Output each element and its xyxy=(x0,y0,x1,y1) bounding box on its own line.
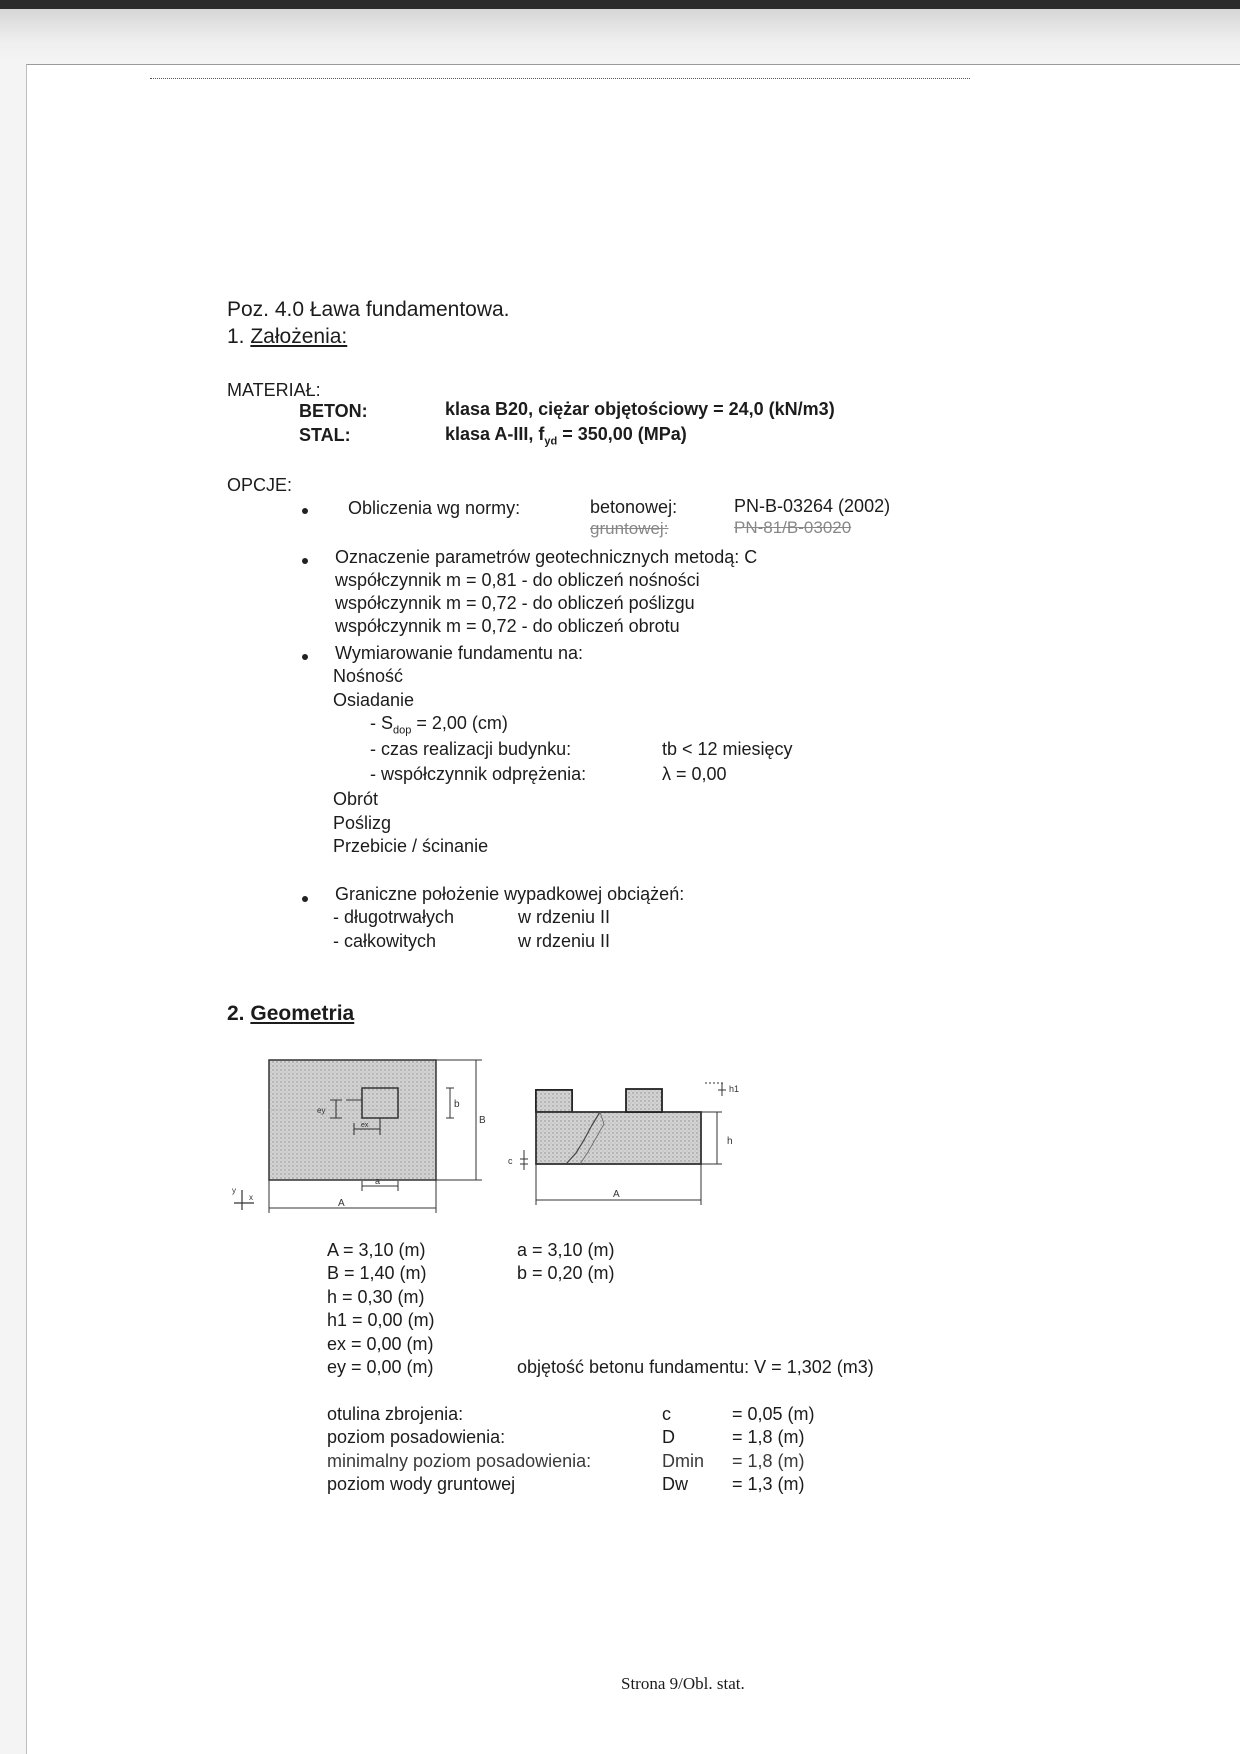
norm-beton-value: PN-B-03264 (2002) xyxy=(734,496,891,516)
document-title: Poz. 4.0 Ława fundamentowa. xyxy=(227,298,510,321)
material-heading: MATERIAŁ: xyxy=(227,380,321,400)
dim-h1: h1 = 0,00 (m) xyxy=(327,1310,435,1330)
scan-shadow xyxy=(0,0,1240,60)
param-value-D: = 1,8 (m) xyxy=(732,1427,805,1447)
dim-A: A = 3,10 (m) xyxy=(327,1240,426,1260)
odprezenie-value: λ = 0,00 xyxy=(662,764,727,784)
x-axis-label: x xyxy=(249,1193,253,1202)
obrot: Obrót xyxy=(333,789,379,809)
dim-B: B = 1,40 (m) xyxy=(327,1263,427,1283)
poslizg: Poślizg xyxy=(333,813,392,833)
osiadanie: Osiadanie xyxy=(333,690,415,710)
dim-b: b = 0,20 (m) xyxy=(517,1263,615,1283)
nosnosc: Nośność xyxy=(333,666,404,686)
stal-value-pre: klasa A-III, f xyxy=(445,424,545,444)
norm-grunt-label: gruntowej: xyxy=(590,519,669,538)
stal-label: STAL: xyxy=(299,425,351,445)
wymiarowanie-title: Wymiarowanie fundamentu na: xyxy=(335,643,583,663)
scan-dotted-line xyxy=(150,78,970,81)
section-2-heading xyxy=(227,1002,354,1026)
param-value-Dw: = 1,3 (m) xyxy=(732,1474,805,1494)
a-diagram-label: a xyxy=(375,1176,381,1186)
b-diagram-label: b xyxy=(454,1099,460,1110)
calkowite-label: - całkowitych xyxy=(333,931,437,951)
param-label-otulina: otulina zbrojenia: xyxy=(327,1404,464,1424)
param-label-woda: poziom wody gruntowej xyxy=(327,1474,516,1494)
page-footer: Strona 9/Obl. stat. xyxy=(621,1674,745,1693)
param-value-Dmin: = 1,8 (m) xyxy=(732,1451,805,1471)
param-label-posadowienie: poziom posadowienia: xyxy=(327,1427,506,1447)
param-symbol-c: c xyxy=(662,1404,671,1424)
stal-value xyxy=(445,424,687,448)
h-diagram-label: h xyxy=(727,1136,733,1147)
m-nosnosc: współczynnik m = 0,81 - do obliczeń nośności xyxy=(335,570,700,590)
paper-sheet xyxy=(26,64,1240,1754)
bullet-dot xyxy=(302,558,308,564)
czas-value: tb < 12 miesięcy xyxy=(662,739,793,759)
norm-beton-label: betonowej: xyxy=(590,497,678,517)
geotech-title: Oznaczenie parametrów geotechnicznych metodą: C xyxy=(335,547,758,567)
column-section-rect xyxy=(626,1089,662,1112)
dim-a: a = 3,10 (m) xyxy=(517,1240,615,1260)
sdop-pre: - S xyxy=(370,713,394,733)
sdop xyxy=(370,713,508,737)
scan-edge xyxy=(0,0,1240,9)
m-poslizg: współczynnik m = 0,72 - do obliczeń poślizgu xyxy=(335,593,695,613)
dim-h: h = 0,30 (m) xyxy=(327,1287,425,1307)
plan-view xyxy=(232,1060,486,1213)
B-diagram-label: B xyxy=(479,1115,486,1126)
section-1-number: 1. xyxy=(227,325,245,348)
dim-ey: ey = 0,00 (m) xyxy=(327,1357,434,1377)
param-label-min-posadowienie: minimalny poziom posadowienia: xyxy=(327,1451,592,1471)
opcje-heading: OPCJE: xyxy=(227,475,293,495)
stal-value-post: = 350,00 (MPa) xyxy=(557,424,687,444)
bullet-dot xyxy=(302,654,308,660)
y-axis-label: y xyxy=(232,1186,236,1195)
odprezenie-label: - współczynnik odprężenia: xyxy=(370,764,587,784)
dlugotrwale-value: w rdzeniu II xyxy=(518,907,611,927)
czas-label: - czas realizacji budynku: xyxy=(370,739,572,759)
sdop-sub: dop xyxy=(393,724,412,737)
section-1-title: Założenia: xyxy=(250,325,348,348)
stal-value-sub: yd xyxy=(544,435,558,448)
param-symbol-Dmin: Dmin xyxy=(662,1451,705,1471)
section-column-diagram xyxy=(500,1080,760,1215)
dlugotrwale-label: - długotrwałych xyxy=(333,907,455,927)
norm-grunt-value: PN-81/B-03020 xyxy=(734,518,852,537)
section-2-title: Geometria xyxy=(250,1002,355,1025)
h1-diagram-label: h1 xyxy=(729,1084,740,1094)
norm-label: Obliczenia wg normy: xyxy=(348,498,521,518)
param-symbol-D: D xyxy=(662,1427,675,1447)
param-symbol-Dw: Dw xyxy=(662,1474,688,1494)
m-obrot: współczynnik m = 0,72 - do obliczeń obrotu xyxy=(335,616,680,636)
footing-plan-rect xyxy=(269,1060,436,1180)
sdop-post: = 2,00 (cm) xyxy=(411,713,508,733)
bullet-dot xyxy=(302,508,308,514)
beton-label: BETON: xyxy=(299,401,368,421)
A-section-diagram-label: A xyxy=(613,1189,620,1200)
volume: objętość betonu fundamentu: V = 1,302 (m3) xyxy=(517,1357,874,1377)
A-diagram-label: A xyxy=(338,1198,345,1209)
section-1-heading xyxy=(227,325,347,349)
calkowite-value: w rdzeniu II xyxy=(518,931,611,951)
dim-ex: ex = 0,00 (m) xyxy=(327,1334,434,1354)
section-2-number: 2. xyxy=(227,1002,245,1025)
przebicie: Przebicie / ścinanie xyxy=(333,836,489,856)
ex-diagram-label: ex xyxy=(361,1122,369,1129)
c-diagram-label: c xyxy=(508,1156,513,1166)
ey-diagram-label: ey xyxy=(317,1106,326,1115)
bullet-dot xyxy=(302,896,308,902)
param-value-c: = 0,05 (m) xyxy=(732,1404,815,1424)
beton-value: klasa B20, ciężar objętościowy = 24,0 (kN/m3) xyxy=(445,399,835,419)
graniczne-title: Graniczne położenie wypadkowej obciążeń: xyxy=(335,884,685,904)
